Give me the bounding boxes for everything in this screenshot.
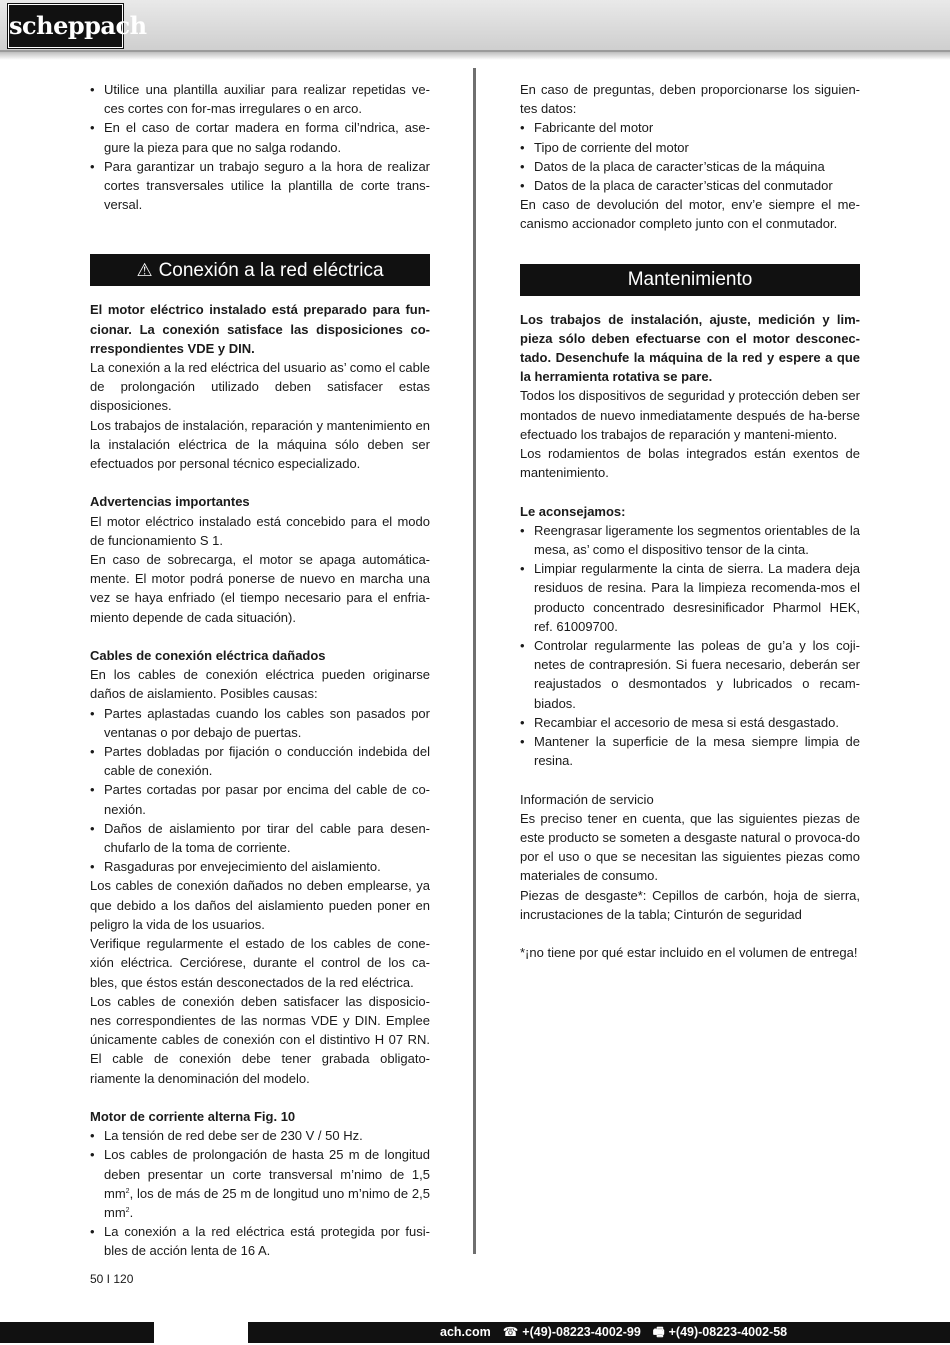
subheading-warnings: Advertencias importantes [90, 494, 250, 510]
cable-causes-list [90, 704, 430, 877]
list-item: • Partes cortadas por pasar por encima del cable de co-nexión. [90, 780, 430, 818]
page-number: 50 I 120 [90, 1272, 134, 1286]
list-item: • Daños de aislamiento por tirar del cable para desen-chufarlo de la toma de corriente. [90, 819, 430, 857]
footer-contact [440, 1322, 799, 1343]
paragraph: En caso de preguntas, deben proporcionarse los siguien-tes datos: [520, 82, 860, 117]
required-data-list [520, 118, 860, 195]
column-divider [473, 68, 476, 1254]
subheading-service-info: Información de servicio [520, 791, 654, 807]
list-item: • Para garantizar un trabajo seguro a la hora de realizar cortes transversales utilice la plantilla de corte trans-versal. [90, 157, 430, 215]
subheading-ac-motor: Motor de corriente alterna Fig. 10 [90, 1108, 296, 1124]
paragraph: Piezas de desgaste*: Cepillos de carbón, hoja de sierra, incrustaciones de la tabla; Cinturón de seguridad [520, 887, 860, 922]
paragraph: Los cables de conexión dañados no deben emplearse, ya que debido a los daños del aislamiento pueden poner en peligro la vida de los usuarios. [90, 878, 430, 932]
fax-icon: 🖷 [652, 1325, 665, 1339]
list-item: • Reengrasar ligeramente los segmentos orientables de la mesa, as’ como el dispositivo tensor de la cinta. [520, 521, 860, 559]
paragraph: Verifique regularmente el estado de los cables de cone-xión eléctrica. Cerciórese, durante el control de los ca-bles, que éstos están desconectados de la red eléctrica. [90, 936, 430, 990]
paragraph: Los rodamientos de bolas integrados están exentos de mantenimiento. [520, 446, 860, 481]
list-item: • Partes dobladas por fijación o conducción indebida del cable de conexión. [90, 742, 430, 780]
paragraph: En caso de sobrecarga, el motor se apaga automática-mente. El motor podrá ponerse de nuevo en marcha una vez se haya enfriado (el tiempo necesario para el enfria-miento depende de cada situación). [90, 552, 430, 625]
bold-intro-paragraph: Los trabajos de instalación, ajuste, medición y lim-pieza sólo deben efectuarse con el motor desconec-tado. Desenchufe la máquina de la red y espere a que la herramienta rotativa se pare. [520, 311, 860, 385]
scheppach-logo: scheppach [8, 4, 123, 48]
page-footer [0, 1322, 950, 1343]
list-item: • Tipo de corriente del motor [520, 138, 860, 157]
footer-fax: +(49)-08223-4002-58 [668, 1325, 788, 1339]
paragraph: Los trabajos de instalación, reparación y mantenimiento en la instalación eléctrica de la máquina sólo deben ser efectuados por personal técnico especializado. [90, 417, 430, 472]
footer-website: ach.com [440, 1325, 491, 1339]
list-item: • Rasgaduras por envejecimiento del aislamiento. [90, 857, 430, 876]
warning-icon: ⚠ [136, 260, 153, 281]
list-item: • La conexión a la red eléctrica está protegida por fusi-bles de acción lenta de 16 A. [90, 1222, 430, 1260]
list-item: • Mantener la superficie de la mesa siempre limpia de resina. [520, 732, 860, 770]
paragraph: En los cables de conexión eléctrica pueden originarse daños de aislamiento. Posibles causas: [90, 667, 430, 702]
subheading-damaged-cables: Cables de conexión eléctrica dañados [90, 648, 326, 664]
subheading-advice: Le aconsejamos: [520, 503, 626, 519]
footer-phone: +(49)-08223-4002-99 [522, 1325, 641, 1339]
list-item: • Limpiar regularmente la cinta de sierra. La madera deja residuos de resina. Para la limpieza recomenda-mos el producto concentrado desresinificador Pharmol HEK, ref. 61009700. [520, 559, 860, 636]
bold-intro-paragraph: El motor eléctrico instalado está preparado para fun-cionar. La conexión satisface las disposiciones co-rrespondientes VDE y DIN. [90, 302, 430, 356]
paragraph: Todos los dispositivos de seguridad y protección deben ser montados de nuevo inmediatamente después de ha-berse efectuado los trabajos de reparación y manteni-miento. [520, 388, 860, 442]
left-column [90, 80, 430, 1261]
motor-requirements-list [90, 1126, 430, 1260]
header-shadow [0, 52, 950, 60]
section-title-maintenance: Mantenimiento [520, 264, 860, 296]
list-item: • Partes aplastadas cuando los cables son pasados por ventanas o por debajo de puertas. [90, 704, 430, 742]
advice-list [520, 521, 860, 771]
section-title-text: Conexión a la red eléctrica [158, 260, 384, 282]
paragraph: El motor eléctrico instalado está concebido para el modo de funcionamiento S 1. [90, 513, 430, 548]
right-column [520, 80, 860, 962]
list-item: • Datos de la placa de caracter’sticas de la máquina [520, 157, 860, 176]
list-item: • La tensión de red debe ser de 230 V / 50 Hz. [90, 1126, 430, 1145]
paragraph: En caso de devolución del motor, env’e siempre el me-canismo accionador completo junto con el conmutador. [520, 197, 860, 232]
list-item: • Datos de la placa de caracter’sticas del conmutador [520, 176, 860, 195]
list-item: • En el caso de cortar madera en forma cil’ndrica, ase-gure la pieza para que no salga rodando. [90, 118, 430, 156]
footnote: *¡no tiene por qué estar incluido en el volumen de entrega! [520, 945, 858, 961]
list-item: • Utilice una plantilla auxiliar para realizar repetidas ve-ces cortes con for-mas irregulares o en arco. [90, 80, 430, 118]
section-title-electrical-connection [90, 254, 430, 286]
list-item: • Recambiar el accesorio de mesa si está desgastado. [520, 713, 860, 732]
list-item: • Controlar regularmente las poleas de gu’a y los coji-netes de contrapresión. Si fuera necesario, deberán ser reajustados o desmontados y lubricados o recam-biados. [520, 636, 860, 713]
page-header [0, 0, 950, 52]
paragraph: La conexión a la red eléctrica del usuario as’ como el cable de prolongación utilizado deben satisfacer estas disposiciones. [90, 360, 430, 414]
footer-white-block [154, 1322, 248, 1343]
intro-bullet-list [90, 80, 430, 214]
list-item: • Los cables de prolongación de hasta 25 m de longitud deben presentar un corte transversal m’nimo de 1,5 $mm^2$, los de más de 25 m de longitud uno m’nimo de 2,5 $mm^2$. [90, 1145, 430, 1222]
phone-icon: ☎ [502, 1325, 519, 1339]
list-item: • Fabricante del motor [520, 118, 860, 137]
paragraph: Es preciso tener en cuenta, que las siguientes piezas de este producto se someten a desgaste natural o provoca-do por el uso o que se necesitan las siguientes piezas como materiales de consumo. [520, 810, 860, 884]
paragraph: Los cables de conexión deben satisfacer las disposicio-nes correspondientes de las normas VDE y DIN. Emplee únicamente cables de conexión con el distintivo H 07 RN. El cable de conexión debe tener grabada obligato-riamente la denominación del modelo. [90, 993, 430, 1086]
